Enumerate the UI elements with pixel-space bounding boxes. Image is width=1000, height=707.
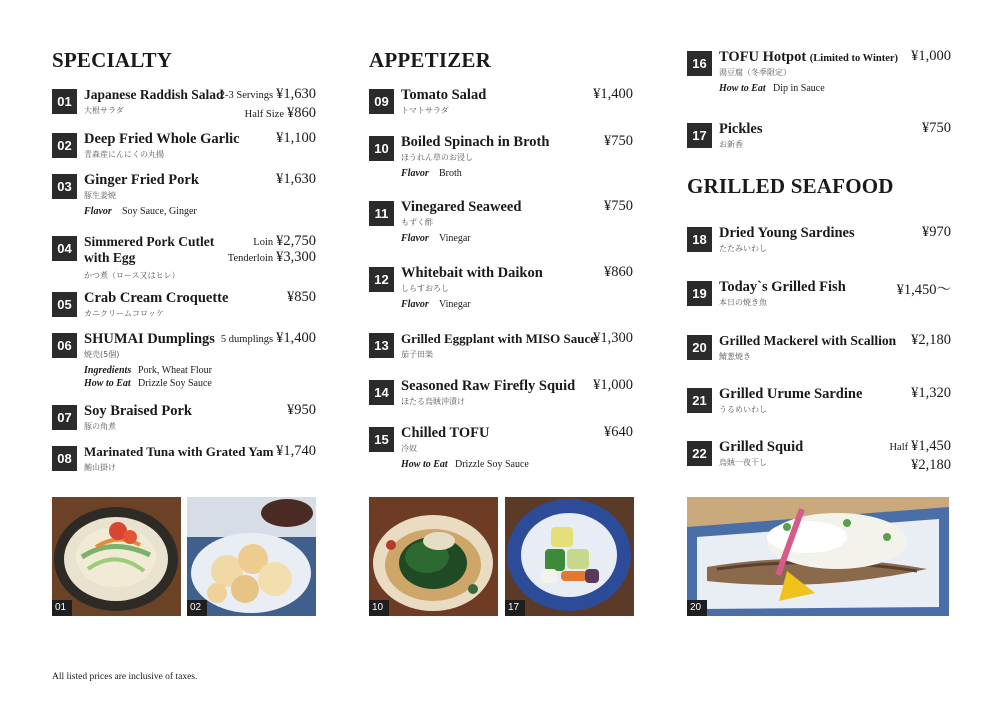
fried-garlic-illustration: [187, 497, 316, 616]
item-name: Grilled Urume Sardine: [719, 386, 863, 402]
item-japanese-name: 焼売(5個): [84, 350, 120, 359]
item-price: ¥1,100: [276, 130, 316, 146]
item-number: 08: [52, 446, 77, 471]
item-name: Ginger Fried Pork: [84, 172, 199, 188]
item-japanese-name: 烏賊一夜干し: [719, 458, 767, 467]
specialty-title: SPECIALTY: [52, 48, 173, 72]
note-value: Soy Sauce, Ginger: [122, 206, 197, 217]
item-name: Dried Young Sardines: [719, 225, 855, 241]
item-name: Boiled Spinach in Broth: [401, 134, 550, 150]
photo-number-tag: 10: [369, 600, 389, 616]
item-number: 18: [687, 227, 712, 252]
item-price: ¥850: [287, 289, 316, 305]
item-price: ¥1,320: [911, 385, 951, 401]
item-price: ¥1,000: [911, 48, 951, 64]
item-price: ¥950: [287, 402, 316, 418]
item-name-note: (Limited to Winter): [809, 53, 899, 64]
item-name: Vinegared Seaweed: [401, 199, 522, 215]
item-number: 11: [369, 201, 394, 226]
grilled-mackerel-illustration: [687, 497, 949, 616]
item-name-line2: with Egg: [84, 250, 136, 265]
item-japanese-name: ほたる烏賊沖漬け: [401, 397, 465, 406]
item-name: Whitebait with Daikon: [401, 265, 543, 281]
item-japanese-name: かつ煮（ロース又はヒレ）: [84, 271, 180, 280]
item-japanese-name: 青森産にんにくの丸揚: [84, 150, 164, 159]
item-number: 16: [687, 51, 712, 76]
item-japanese-name: もずく酢: [401, 218, 433, 227]
item-price: ¥750: [922, 120, 951, 136]
item-name: Grilled Eggplant with MISO Sauce: [401, 331, 597, 346]
note-label: Flavor: [401, 299, 429, 310]
boiled-spinach-illustration: [369, 497, 498, 616]
item-price: ¥2,750: [276, 233, 316, 249]
item-number: 22: [687, 441, 712, 466]
item-number: 21: [687, 388, 712, 413]
item-japanese-name: たたみいわし: [719, 244, 767, 253]
item-price: ¥860: [604, 264, 633, 280]
item-price: ¥1,630: [276, 86, 316, 102]
note-value: Broth: [439, 168, 462, 179]
photo-fried-garlic: [187, 497, 316, 616]
note-label: Ingredients: [84, 365, 132, 376]
item-price: ¥750: [604, 198, 633, 214]
item-price: ¥1,450: [911, 438, 951, 454]
item-japanese-name: 冷奴: [401, 444, 417, 453]
item-japanese-name: ほうれん草のお浸し: [401, 153, 473, 162]
note-label: How to Eat: [84, 378, 131, 389]
item-price: ¥3,300: [276, 249, 316, 265]
photo-pickles: [505, 497, 634, 616]
item-number: 15: [369, 427, 394, 452]
item-price: ¥1,300: [593, 330, 633, 346]
item-price: ¥1,740: [276, 443, 316, 459]
note-label: Flavor: [401, 168, 429, 179]
item-price: ¥1,400: [276, 330, 316, 346]
item-name: SHUMAI Dumplings: [84, 331, 215, 347]
seafood-title: GRILLED SEAFOOD: [687, 174, 894, 198]
note-label: Flavor: [84, 206, 112, 217]
photo-number-tag: 17: [505, 600, 525, 616]
item-japanese-name: 大根サラダ: [84, 106, 124, 115]
item-number: 07: [52, 405, 77, 430]
note-value: Drizzle Soy Sauce: [455, 459, 529, 470]
item-name: Grilled Mackerel with Scallion: [719, 333, 897, 348]
item-name: Marinated Tuna with Grated Yam: [84, 444, 274, 459]
item-number: 04: [52, 236, 77, 261]
item-name: Soy Braised Pork: [84, 403, 192, 419]
appetizer-title: APPETIZER: [369, 48, 491, 72]
item-name: Deep Fried Whole Garlic: [84, 131, 240, 147]
photo-boiled-spinach: [369, 497, 498, 616]
note-label: How to Eat: [719, 83, 766, 94]
item-japanese-name: しらすおろし: [401, 284, 449, 293]
photo-number-tag: 02: [187, 600, 207, 616]
photo-grilled-mackerel: [687, 497, 949, 616]
note-value: Vinegar: [439, 299, 471, 310]
note-value: Pork, Wheat Flour: [138, 365, 212, 376]
price-label: 2-3 Servings: [219, 90, 274, 101]
pickles-illustration: [505, 497, 634, 616]
price-label: Half: [889, 442, 909, 453]
item-price: ¥1,000: [593, 377, 633, 393]
item-number: 06: [52, 333, 77, 358]
item-number: 01: [52, 89, 77, 114]
item-number: 10: [369, 136, 394, 161]
note-value: Drizzle Soy Sauce: [138, 378, 212, 389]
item-number: 12: [369, 267, 394, 292]
item-price: ¥750: [604, 133, 633, 149]
item-number: 14: [369, 380, 394, 405]
item-price: ¥860: [287, 105, 316, 121]
item-japanese-name: 茄子田楽: [401, 350, 433, 359]
item-japanese-name: うるめいわし: [719, 405, 767, 414]
item-name: Pickles: [719, 121, 763, 137]
item-japanese-name: 豚の角煮: [84, 422, 116, 431]
item-price: ¥1,450～: [896, 282, 951, 298]
item-price: ¥1,400: [593, 86, 633, 102]
item-number: 20: [687, 335, 712, 360]
price-label: Loin: [253, 237, 274, 248]
item-japanese-name: 鮪山掛け: [84, 463, 116, 472]
price-label: 5 dumplings: [220, 334, 274, 345]
item-number: 13: [369, 333, 394, 358]
item-price: ¥640: [604, 424, 633, 440]
item-price: ¥970: [922, 224, 951, 240]
item-number: 02: [52, 133, 77, 158]
item-japanese-name: お新香: [719, 140, 743, 149]
photo-number-tag: 01: [52, 600, 72, 616]
item-japanese-name: 湯豆腐（冬季限定）: [719, 68, 791, 77]
item-japanese-name: 本日の焼き魚: [719, 298, 767, 307]
item-name: Japanese Raddish Salad: [84, 87, 224, 102]
radish-salad-illustration: [52, 497, 181, 616]
item-number: 05: [52, 292, 77, 317]
item-number: 09: [369, 89, 394, 114]
item-number: 17: [687, 123, 712, 148]
price-label: Half Size: [244, 109, 284, 120]
item-name: Grilled Squid: [719, 439, 804, 455]
item-name: TOFU Hotpot: [719, 49, 807, 65]
item-price: ¥2,180: [911, 332, 951, 348]
item-name-line1: Simmered Pork Cutlet: [84, 234, 215, 249]
note-label: How to Eat: [401, 459, 448, 470]
item-japanese-name: 豚生姜焼: [84, 191, 116, 200]
note-value: Dip in Sauce: [773, 83, 825, 94]
photo-number-tag: 20: [687, 600, 707, 616]
item-japanese-name: トマトサラダ: [401, 106, 449, 115]
photo-radish-salad: [52, 497, 181, 616]
item-name: Seasoned Raw Firefly Squid: [401, 378, 576, 394]
price-label: Tenderloin: [227, 253, 274, 264]
item-price: ¥1,630: [276, 171, 316, 187]
note-value: Vinegar: [439, 233, 471, 244]
item-name: Crab Cream Croquette: [84, 290, 229, 306]
item-price: ¥2,180: [911, 457, 951, 473]
item-name: Tomato Salad: [401, 87, 487, 103]
item-name: Chilled TOFU: [401, 425, 490, 441]
tax-notice: All listed prices are inclusive of taxes.: [52, 672, 198, 682]
item-japanese-name: カニクリームコロッケ: [84, 309, 164, 318]
item-number: 03: [52, 174, 77, 199]
item-name: Today`s Grilled Fish: [719, 279, 846, 295]
item-number: 19: [687, 281, 712, 306]
note-label: Flavor: [401, 233, 429, 244]
item-japanese-name: 鯖葱焼き: [719, 352, 751, 361]
